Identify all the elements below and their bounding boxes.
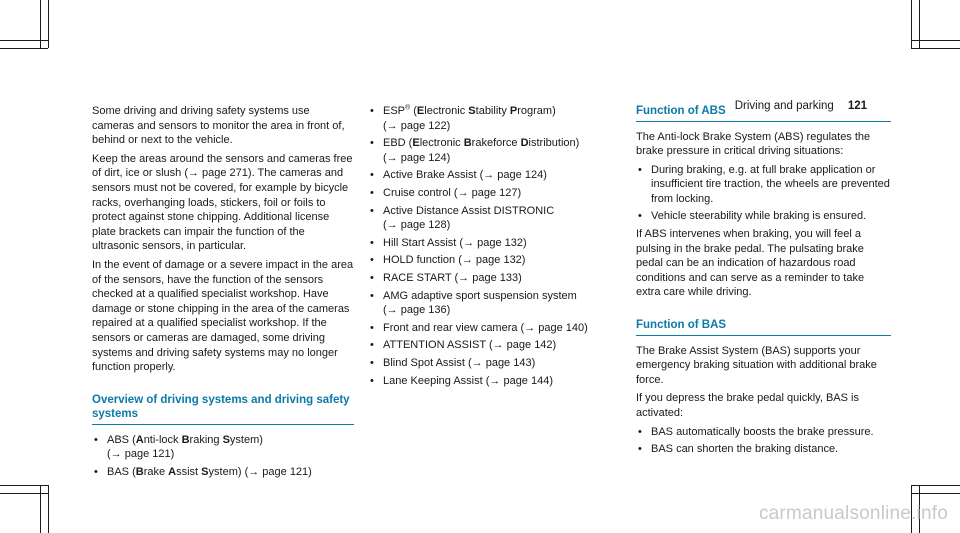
bullet: • bbox=[370, 254, 374, 267]
paragraph: If you depress the brake pedal quickly, BAS is activated: bbox=[636, 392, 859, 419]
text: A bbox=[168, 465, 177, 478]
text: ystem) bbox=[229, 433, 263, 446]
crop-mark bbox=[0, 40, 48, 41]
bullet: • bbox=[94, 433, 98, 446]
crop-mark bbox=[911, 40, 960, 41]
registered-mark: ® bbox=[405, 104, 411, 112]
text: lectronic bbox=[419, 137, 464, 150]
bullet: • bbox=[370, 356, 374, 369]
list-item-ebd bbox=[368, 136, 608, 165]
list-item[interactable] bbox=[368, 356, 608, 371]
text: ESP bbox=[383, 105, 406, 117]
page-reference-link[interactable]: (→ page 124) bbox=[383, 151, 451, 164]
bas-list bbox=[636, 425, 891, 457]
page-reference-link[interactable]: (→ page 121) bbox=[107, 448, 175, 461]
crop-mark bbox=[0, 48, 48, 49]
bullet: • bbox=[638, 163, 642, 176]
watermark: carmanualsonline.info bbox=[758, 503, 948, 524]
list-item-abs bbox=[92, 433, 354, 462]
bullet: • bbox=[370, 169, 374, 182]
column-right bbox=[636, 104, 891, 460]
text: lectronic bbox=[424, 105, 469, 117]
text: Hill Start Assist (→ page 132) bbox=[383, 236, 527, 249]
system-list bbox=[92, 433, 354, 480]
bullet: • bbox=[370, 271, 374, 284]
crop-mark bbox=[911, 485, 960, 486]
crop-mark bbox=[48, 0, 49, 48]
bullet: • bbox=[370, 204, 374, 217]
bullet: • bbox=[370, 374, 374, 387]
list-item[interactable] bbox=[368, 321, 608, 336]
text: BAS automatically boosts the brake pressure. bbox=[651, 425, 874, 438]
text: S bbox=[468, 105, 476, 117]
text: BAS ( bbox=[107, 465, 136, 478]
abs-list bbox=[636, 163, 891, 224]
list-item bbox=[636, 163, 891, 207]
bullet: • bbox=[370, 186, 374, 199]
paragraph: The Brake Assist System (BAS) supports your emergency braking situation with additional brake force. bbox=[636, 344, 877, 386]
text: E bbox=[416, 105, 425, 117]
crop-mark bbox=[911, 493, 960, 494]
list-item-esp bbox=[368, 104, 608, 133]
text: B bbox=[463, 137, 472, 150]
paragraph: Keep the areas around the sensors and cameras free of dirt, ice or slush (→ page 271). The cameras and sensors must not be covered, for example by bicycle racks, overhanging loads, stickers, foil or foils to protect against stone chipping. Additional license plate brackets can impair the function of the ultrasonic sensors, in particular. bbox=[92, 152, 353, 253]
page-reference-link[interactable]: (→ page 122) bbox=[383, 119, 451, 132]
text: ( bbox=[410, 105, 417, 117]
page-reference-link[interactable]: (→ page 136) bbox=[383, 304, 451, 317]
list-item bbox=[636, 425, 891, 440]
bullet: • bbox=[370, 137, 374, 150]
text: Front and rear view camera (→ page 140) bbox=[383, 321, 588, 334]
text: A bbox=[135, 433, 144, 446]
page-number: 121 bbox=[847, 100, 867, 112]
text: S bbox=[222, 433, 230, 446]
text: raking bbox=[189, 433, 223, 446]
list-item bbox=[636, 209, 891, 224]
text: D bbox=[520, 137, 529, 150]
text: ATTENTION ASSIST (→ page 142) bbox=[383, 339, 557, 352]
text: nti-lock bbox=[143, 433, 182, 446]
bullet: • bbox=[94, 465, 98, 478]
page-reference-link[interactable]: (→ page 128) bbox=[383, 219, 451, 232]
crop-mark bbox=[48, 485, 49, 533]
bullet: • bbox=[370, 339, 374, 352]
crop-mark bbox=[0, 493, 48, 494]
text: HOLD function (→ page 132) bbox=[383, 254, 526, 267]
bullet: • bbox=[370, 105, 374, 117]
text: E bbox=[412, 137, 420, 150]
crop-mark bbox=[911, 48, 960, 49]
system-list-continued bbox=[368, 104, 608, 388]
bullet: • bbox=[370, 321, 374, 334]
text: BAS can shorten the braking distance. bbox=[651, 443, 839, 456]
text: Blind Spot Assist (→ page 143) bbox=[383, 356, 536, 369]
text: istribution) bbox=[528, 137, 580, 150]
text: ABS ( bbox=[107, 433, 136, 446]
list-item[interactable] bbox=[368, 168, 608, 183]
list-item[interactable] bbox=[368, 236, 608, 251]
list-item[interactable] bbox=[368, 374, 608, 389]
column-left bbox=[92, 104, 354, 482]
paragraph: The Anti-lock Brake System (ABS) regulates the brake pressure in critical driving situations: bbox=[636, 130, 871, 158]
text: Active Brake Assist (→ page 124) bbox=[383, 169, 547, 182]
bullet: • bbox=[638, 210, 642, 223]
text: ssist bbox=[176, 465, 202, 478]
bullet: • bbox=[370, 236, 374, 249]
text: rakeforce bbox=[471, 137, 521, 150]
text: rogram) bbox=[517, 105, 556, 117]
page-reference-link[interactable]: ystem) (→ page 121) bbox=[208, 465, 312, 478]
text: EBD ( bbox=[383, 137, 413, 150]
text: rake bbox=[143, 465, 169, 478]
list-item[interactable] bbox=[368, 271, 608, 286]
list-item[interactable] bbox=[368, 253, 608, 268]
text: Lane Keeping Assist (→ page 144) bbox=[383, 374, 554, 387]
crop-mark bbox=[0, 485, 48, 486]
text: Cruise control (→ page 127) bbox=[383, 186, 522, 199]
list-item-distronic[interactable] bbox=[368, 204, 608, 233]
text: tability bbox=[475, 105, 510, 117]
bullet: • bbox=[638, 425, 642, 438]
paragraph: Some driving and driving safety systems use cameras and sensors to monitor the area in front of, behind or next to the vehicle. bbox=[92, 105, 345, 147]
list-item bbox=[636, 442, 891, 457]
list-item-amg[interactable] bbox=[368, 289, 608, 318]
section-heading: Overview of driving systems and driving safety systems bbox=[92, 393, 354, 425]
paragraph: If ABS intervenes when braking, you will feel a pulsing in the brake pedal. The pulsating brake pedal can be an indication of hazardous road conditions and can serve as a reminder to take extra care while driving. bbox=[636, 228, 865, 299]
section-heading-abs: Function of ABS bbox=[636, 104, 891, 122]
section-heading-bas: Function of BAS bbox=[636, 318, 891, 336]
text: RACE START (→ page 133) bbox=[383, 271, 522, 284]
paragraph: In the event of damage or a severe impact in the area of the sensors, have the function of the sensors checked at a qualified specialist workshop. Have damage or stone chipping in the area of the cameras repaired at a qualified specialist workshop. If the sensors or cameras are damaged, some driving systems and driving safety systems may no longer function properly. bbox=[92, 258, 354, 374]
bullet: • bbox=[638, 443, 642, 456]
bullet: • bbox=[370, 289, 374, 302]
column-middle bbox=[368, 104, 608, 391]
text: B bbox=[135, 465, 144, 478]
text: AMG adaptive sport suspension system bbox=[383, 289, 577, 302]
text: S bbox=[201, 465, 209, 478]
text: During braking, e.g. at full brake application or insufficient tire traction, the wheels are prevented from locking. bbox=[651, 163, 890, 205]
text: Vehicle steerability while braking is ensured. bbox=[651, 210, 867, 223]
section-title: Driving and parking bbox=[734, 100, 834, 112]
text: P bbox=[509, 105, 518, 117]
text: Active Distance Assist DISTRONIC bbox=[383, 204, 555, 217]
list-item[interactable] bbox=[368, 338, 608, 353]
text: B bbox=[181, 433, 190, 446]
list-item[interactable] bbox=[368, 186, 608, 201]
list-item-bas bbox=[92, 465, 354, 480]
